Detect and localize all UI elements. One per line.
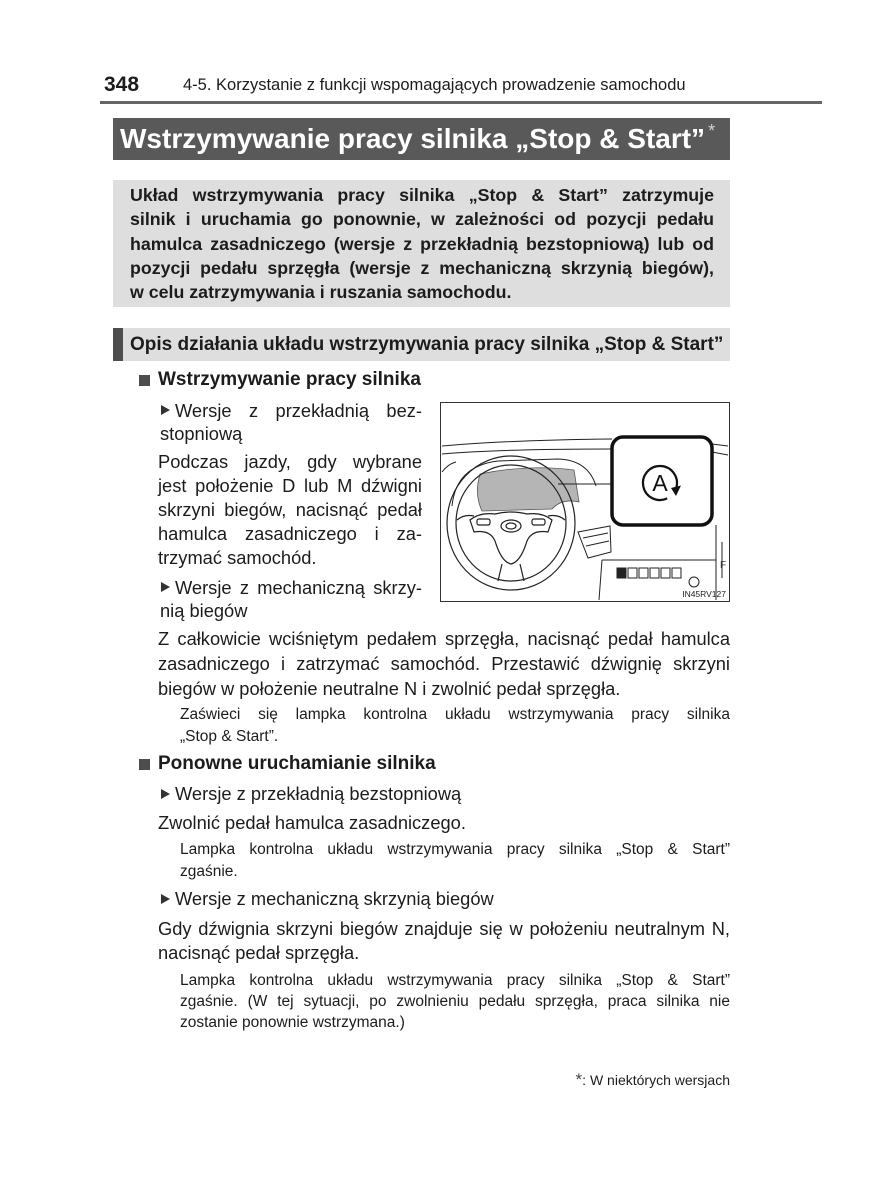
restart-manual-label: Wersje z mechaniczną skrzynią biegów — [175, 888, 494, 909]
square-bullet-icon — [139, 759, 150, 770]
chapter-title: 4-5. Korzystanie z funkcji wspomagających prowadzenie samochodu — [183, 76, 686, 94]
stop-cvt-text — [158, 450, 422, 570]
label-line: stopniową — [160, 422, 243, 444]
text-line: biegów w położenie neutralne N i zwolnić pedał sprzęgła. — [158, 677, 621, 699]
section-title-bar — [113, 118, 730, 160]
intro-line: Układ wstrzymywania pracy silnika „Stop & Start” zatrzymuje — [130, 184, 714, 205]
header-rule — [100, 101, 822, 104]
restart-manual-text — [158, 917, 730, 965]
footnote — [576, 1070, 730, 1090]
triangle-bullet-icon — [161, 894, 170, 904]
restart-heading: Ponowne uruchamianie silnika — [158, 753, 436, 774]
intro-box — [113, 180, 730, 307]
footnote-marker: * — [575, 1070, 583, 1089]
triangle-bullet-icon — [161, 789, 170, 799]
stop-heading: Wstrzymywanie pracy silnika — [158, 369, 421, 390]
text-line: Z całkowicie wciśniętym pedałem sprzęgła, nacisnąć pedał hamulca — [158, 627, 730, 649]
note-line: Zaświeci się lampka kontrolna układu wstrzymywania pracy silnika — [180, 706, 730, 723]
text-line: hamulca zasadniczego i za- — [158, 523, 422, 544]
indicator-glyph: A — [652, 470, 668, 496]
text-line: nacisnąć pedał sprzęgła. — [158, 942, 360, 963]
intro-line: w celu zatrzymywania i ruszania samochodu. — [130, 282, 512, 303]
label-line: Wersje z mechaniczną skrzy- — [175, 576, 422, 598]
stop-cvt-label — [160, 399, 422, 445]
text-line: skrzyni biegów, nacisnąć pedał — [158, 499, 422, 520]
square-bullet-icon — [139, 375, 150, 386]
note-line: „Stop & Start”. — [180, 728, 279, 745]
stop-manual-text — [158, 626, 730, 701]
section-title: Wstrzymywanie pracy silnika „Stop & Start” — [120, 123, 706, 154]
text-line: Gdy dźwignia skrzyni biegów znajduje się w położeniu neutralnym N, — [158, 918, 730, 939]
restart-cvt-note — [180, 839, 730, 882]
title-footnote-marker: * — [708, 121, 716, 141]
intro-line: pozycji pedału sprzęgła (wersje z mechaniczną skrzynią biegów), — [130, 258, 714, 279]
page-number: 348 — [104, 73, 140, 96]
stop-start-illustration — [440, 402, 730, 602]
intro-line: silnik i uruchamia go ponownie, w zależności od pozycji pedału — [130, 209, 714, 230]
figure-code-label: IN45RV127 — [682, 589, 726, 599]
subsection-heading-bar — [113, 328, 730, 361]
text-line: Podczas jazdy, gdy wybrane — [158, 451, 422, 472]
note-line: zgaśnie. (W tej sytuacji, po zwolnieniu pedału sprzęgła, praca silnika nie — [180, 992, 730, 1010]
restart-manual-note — [180, 970, 730, 1033]
note-line: Lampka kontrolna układu wstrzymywania pracy silnika „Stop & Start” — [180, 971, 730, 989]
footnote-text: : W niektórych wersjach — [582, 1072, 730, 1088]
text-line: jest położenie D lub M dźwigni — [158, 475, 422, 496]
restart-cvt-label: Wersje z przekładnią bezstopniową — [175, 783, 462, 804]
note-line: zgaśnie. — [180, 862, 238, 880]
text-line: zasadniczego i zatrzymać samochód. Przestawić dźwignię skrzyni — [158, 652, 730, 674]
intro-line: hamulca zasadniczego (wersje z przekładnią bezstopniową) lub od — [130, 233, 714, 254]
intro-text — [130, 183, 714, 305]
stop-manual-note — [180, 704, 730, 748]
heading-bar-accent — [113, 328, 123, 361]
subsection-heading: Opis działania układu wstrzymywania pracy silnika „Stop & Start” — [130, 334, 724, 355]
label-line: nią biegów — [160, 599, 248, 621]
label-line: Wersje z przekładnią bez- — [175, 399, 422, 421]
restart-cvt-text: Zwolnić pedał hamulca zasadniczego. — [158, 812, 466, 833]
fuel-gauge-mark: F — [720, 560, 727, 571]
stop-manual-label — [160, 576, 422, 622]
note-line: zostanie ponownie wstrzymana.) — [180, 1013, 405, 1031]
note-line: Lampka kontrolna układu wstrzymywania pracy silnika „Stop & Start” — [180, 841, 730, 859]
text-line: trzymać samochód. — [158, 547, 317, 568]
